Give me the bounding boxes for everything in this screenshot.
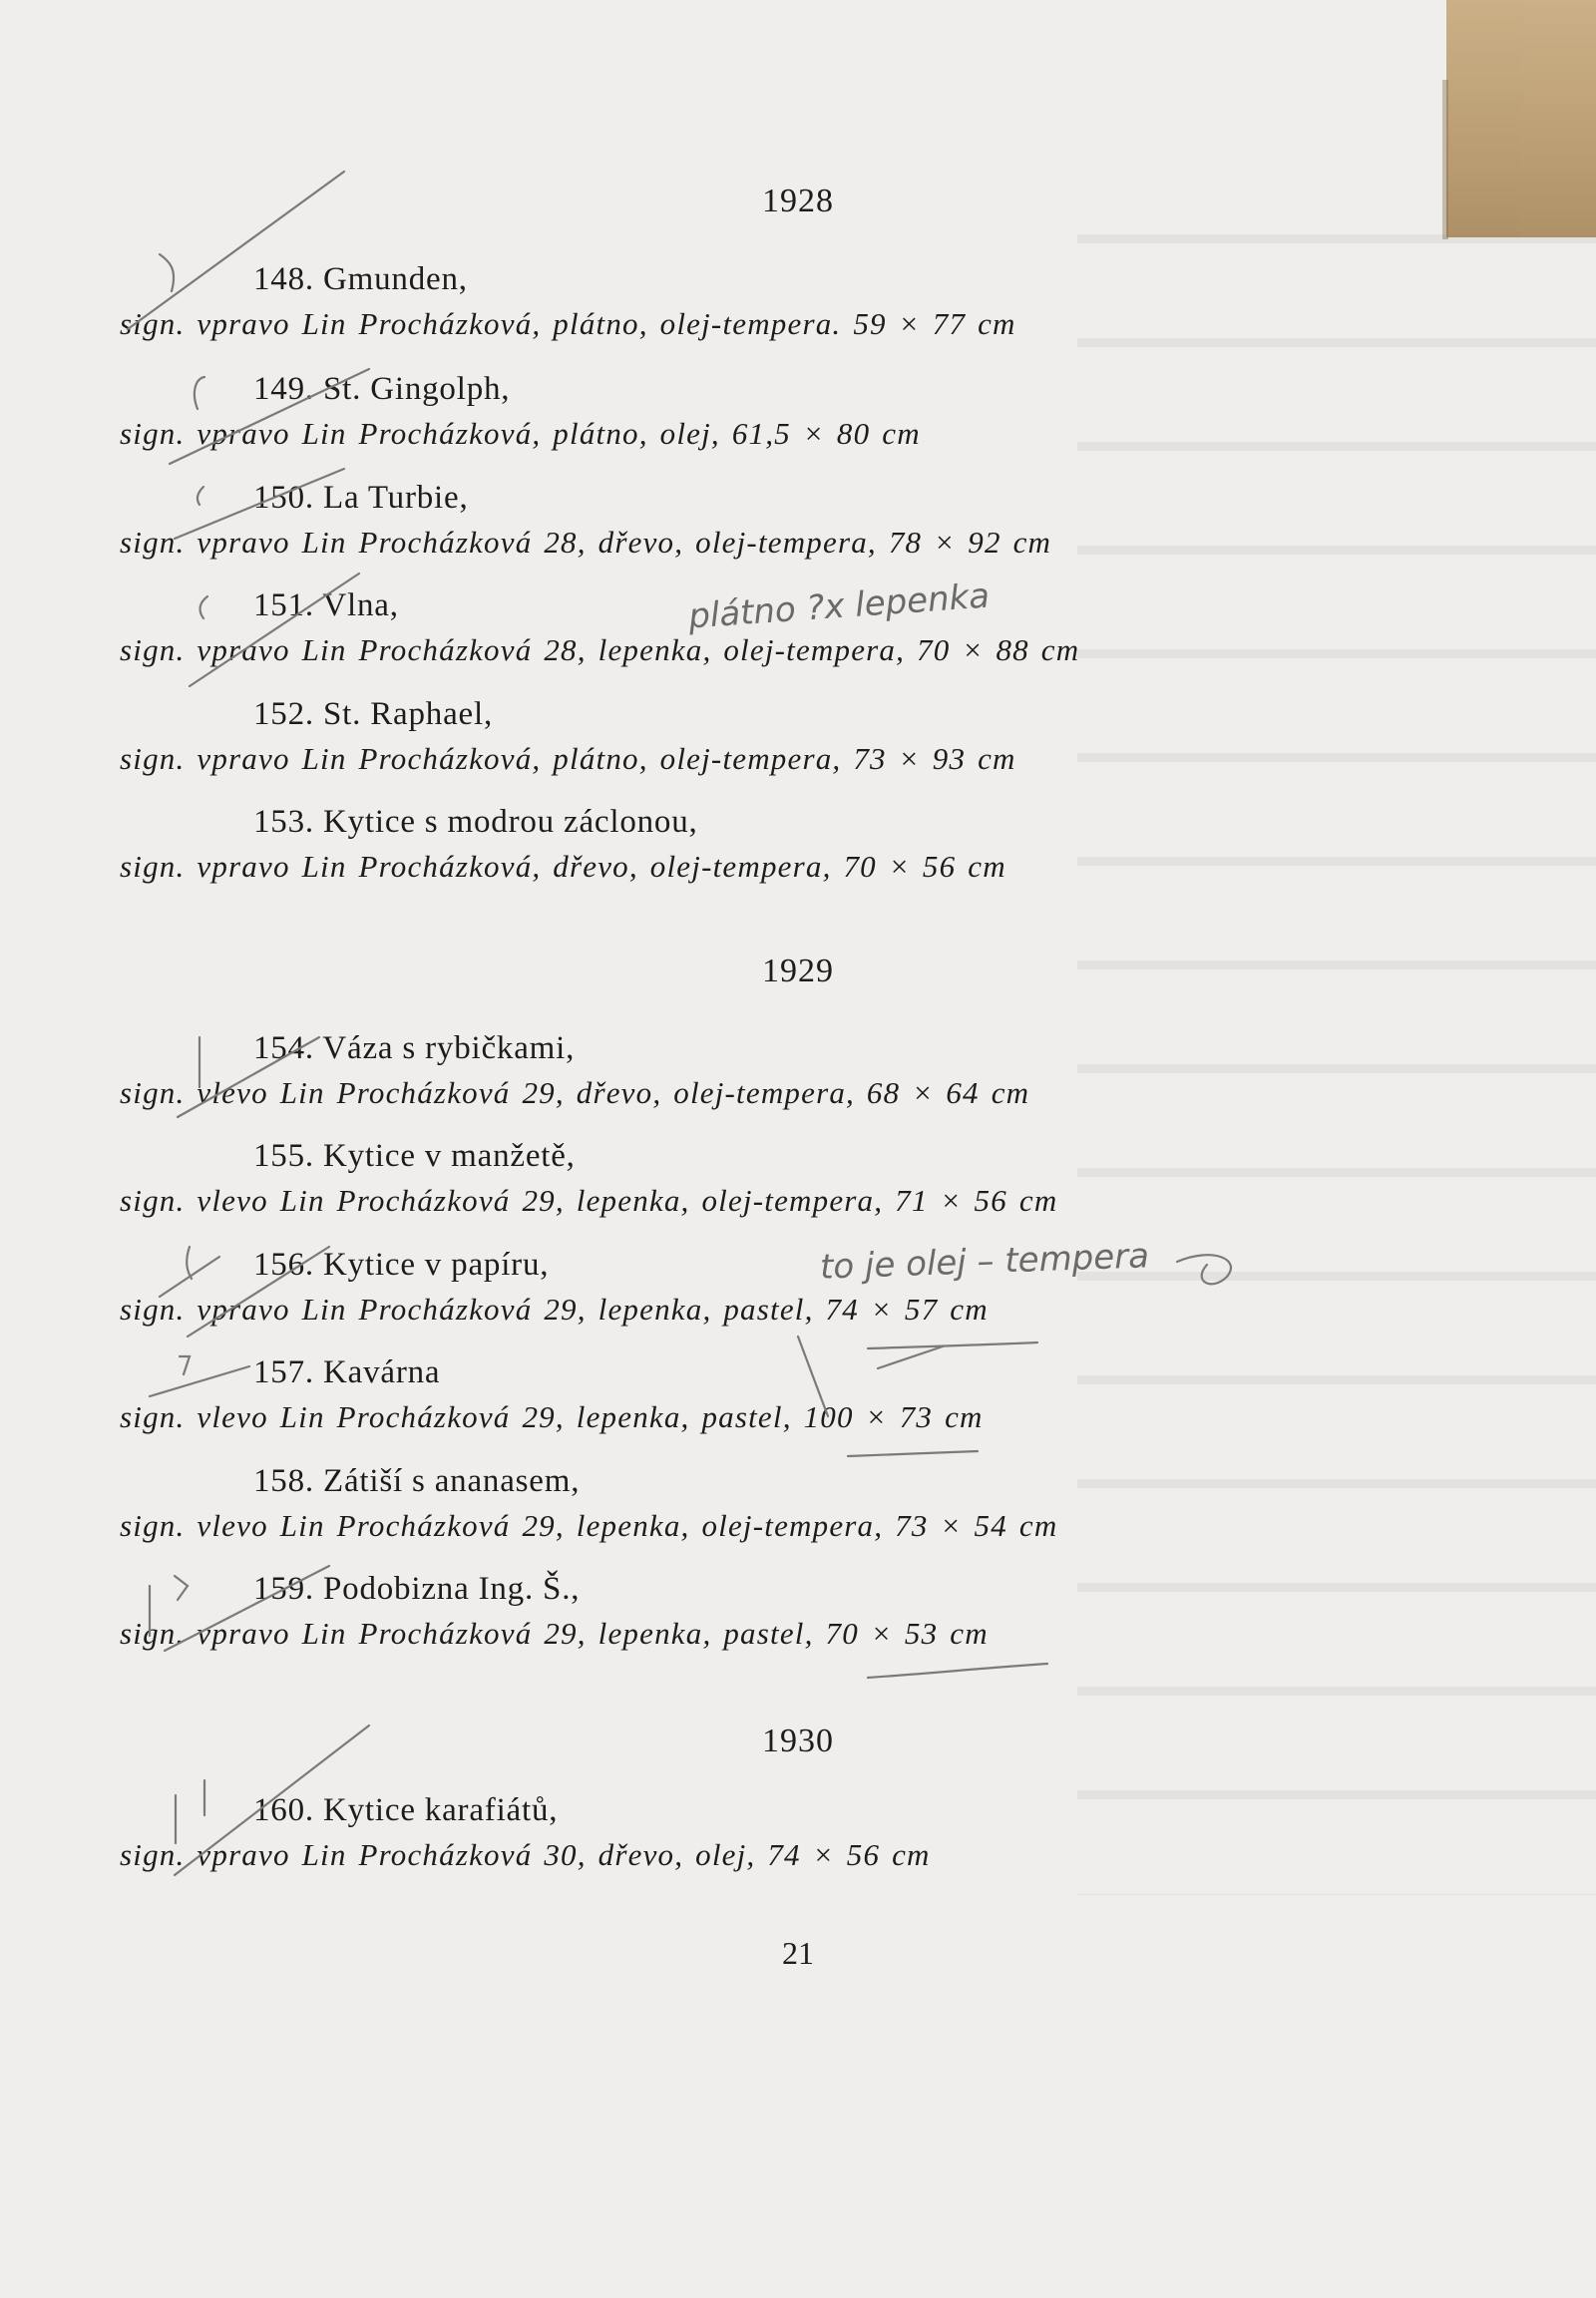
handwritten-note: plátno ?x lepenka	[686, 575, 992, 637]
year-heading-1929: 1929	[762, 953, 834, 989]
entry-title: 148. Gmunden,	[253, 261, 468, 297]
entry-title: 155. Kytice v manžetě,	[253, 1138, 576, 1174]
year-heading-1930: 1930	[762, 1723, 834, 1759]
entry-signature: sign. vpravo Lin Procházková 28, lepenka, olej-tempera, 70 × 88 cm	[120, 632, 1080, 667]
page-number: 21	[782, 1935, 814, 1971]
entry-title: 149. St. Gingolph,	[253, 371, 511, 407]
entry-signature: sign. vlevo Lin Procházková 29, dřevo, olej-tempera, 68 × 64 cm	[120, 1075, 1030, 1110]
entry-title: 150. La Turbie,	[253, 480, 469, 516]
entry-signature: sign. vlevo Lin Procházková 29, lepenka, olej-tempera, 73 × 54 cm	[120, 1508, 1058, 1543]
entry-title: 159. Podobizna Ing. Š.,	[253, 1571, 581, 1607]
entry-signature: sign. vlevo Lin Procházková 29, lepenka, pastel, 100 × 73 cm	[120, 1399, 984, 1434]
entry-title: 158. Zátiší s ananasem,	[253, 1463, 581, 1499]
entry-title: 153. Kytice s modrou záclonou,	[253, 804, 698, 840]
entry-title: 154. Váza s rybičkami,	[253, 1030, 576, 1066]
entry-signature: sign. vpravo Lin Procházková 30, dřevo, olej, 74 × 56 cm	[120, 1837, 931, 1872]
entry-title: 160. Kytice karafiátů,	[253, 1792, 559, 1828]
entry-title: 156. Kytice v papíru,	[253, 1247, 550, 1283]
entry-signature: sign. vlevo Lin Procházková 29, lepenka, olej-tempera, 71 × 56 cm	[120, 1183, 1058, 1218]
entry-title: 157. Kavárna	[253, 1354, 441, 1390]
bleed-through-text	[1077, 140, 1596, 1895]
entry-signature: sign. vpravo Lin Procházková, plátno, olej-tempera. 59 × 77 cm	[120, 306, 1016, 341]
entry-title: 152. St. Raphael,	[253, 696, 493, 732]
year-heading-1928: 1928	[762, 183, 834, 219]
entry-signature: sign. vpravo Lin Procházková, dřevo, olej-tempera, 70 × 56 cm	[120, 849, 1006, 884]
entry-signature: sign. vpravo Lin Procházková 29, lepenka, pastel, 74 × 57 cm	[120, 1292, 989, 1327]
handwritten-note: to je olej – tempera	[819, 1236, 1150, 1288]
entry-title: 151. Vlna,	[253, 587, 399, 623]
entry-signature: sign. vpravo Lin Procházková, plátno, olej-tempera, 73 × 93 cm	[120, 741, 1016, 776]
entry-signature: sign. vpravo Lin Procházková 29, lepenka, pastel, 70 × 53 cm	[120, 1616, 989, 1651]
entry-signature: sign. vpravo Lin Procházková 28, dřevo, olej-tempera, 78 × 92 cm	[120, 525, 1052, 560]
entry-signature: sign. vpravo Lin Procházková, plátno, olej, 61,5 × 80 cm	[120, 416, 921, 451]
